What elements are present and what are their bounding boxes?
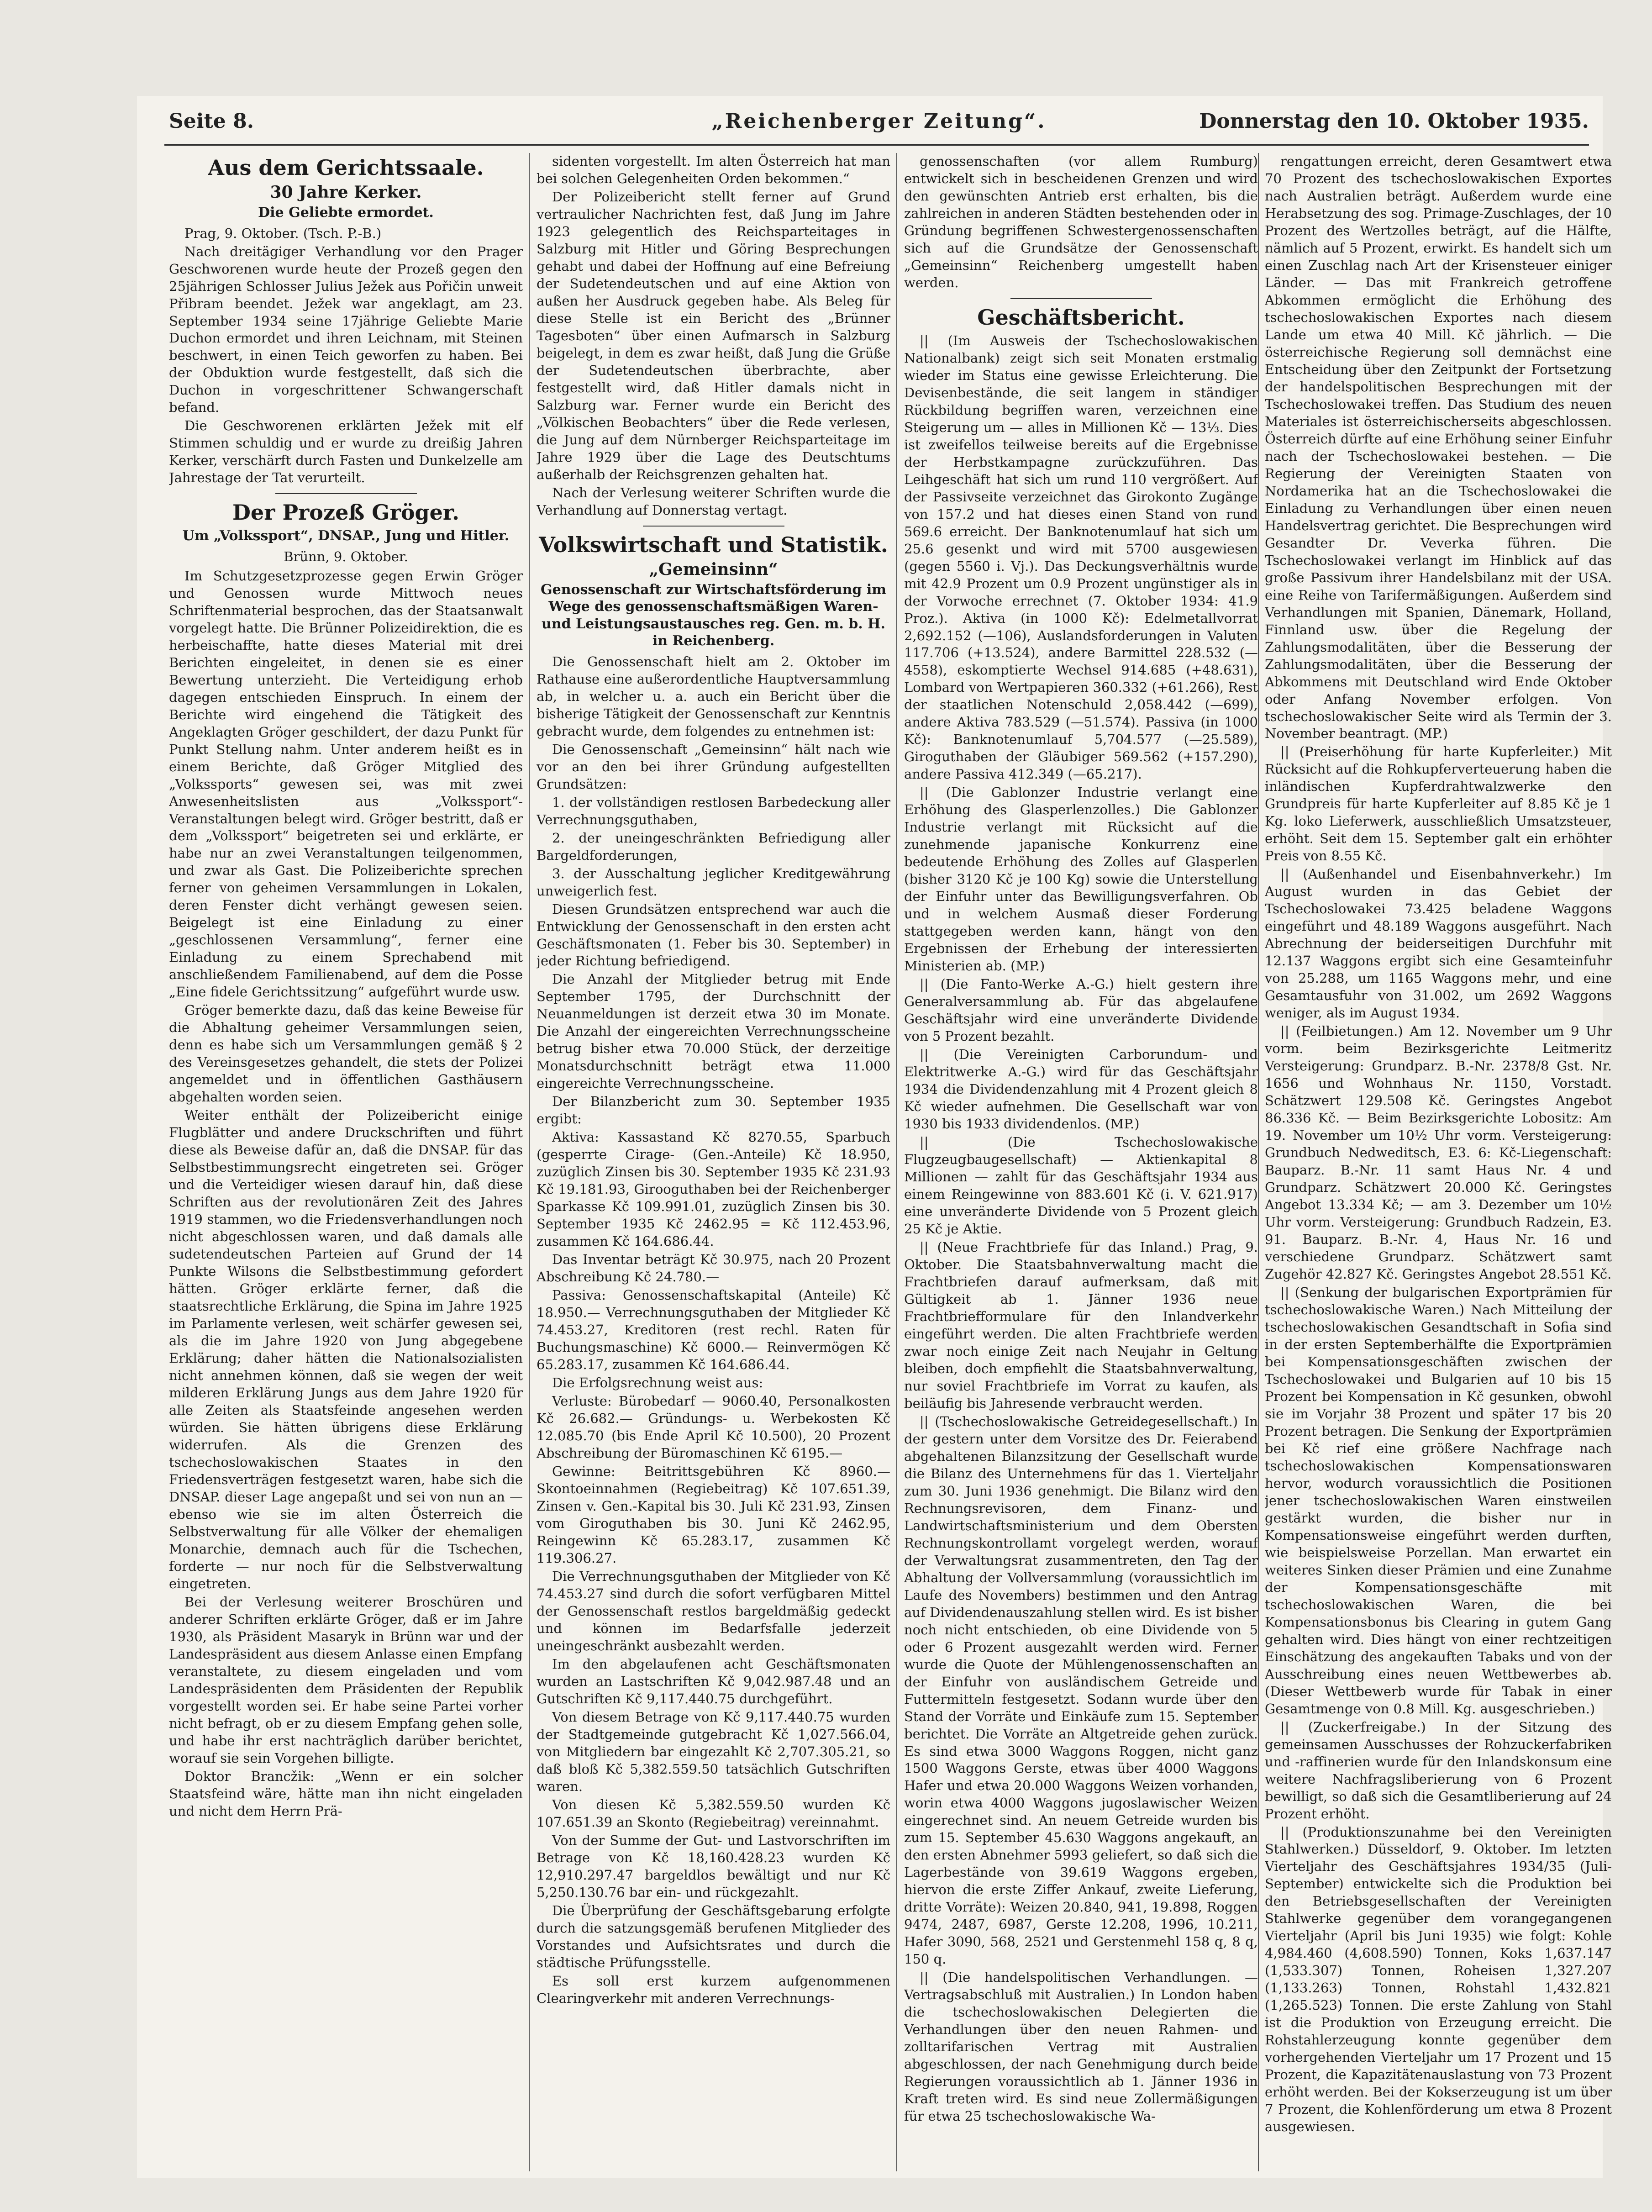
news-item: || (Im Ausweis der Tschechoslowakischen Nationalbank) zeigt sich seit Monaten erstmalig wieder im Status eine gewisse Erleichterung. Die Devisenbestände, die seit langem in ständiger Rückbildung begriffen waren, verzeichnen eine Steigerung um — alles in Millionen Kč — 13⅓. Dies ist zweifellos teilweise bereits auf die Ergebnisse der Herbstkampagne zurückzuführen. Das Leihgeschäft hat sich um rund 110 vergrößert. Auf der Passivseite verzeichnet das Girokonto Zugänge von 157.2 und hat dieses einen Stand von rund 569.6 erreicht. Der Banknotenumlauf hat sich um 25.6 gesenkt und wird mit 5700 ausgewiesen (gegen 5560 i. Vj.). Das Deckungsverhältnis wurde mit 42.9 Prozent um 0.9 Prozent ungünstiger als in der Vorwoche errechnet (7. Oktober 1934: 41.9 Proz.). Aktiva (in 1000 Kč): Edelmetallvorrat 2,692.152 (—106), Auslandsforderungen in Valuten 117.706 (+13.524), andere Barmittel 228.532 (—4558), eskomptierte Wechsel 914.685 (+48.631), Lombard von Wertpapieren 360.332 (+61.266), Rest der staatlichen Notenschuld 2,058.442 (—699), andere Aktiva 783.529 (—51.574). Passiva (in 1000 Kč): Banknotenumlauf 5,704.577 (—25.589), Giroguthaben der Gläubiger 569.562 (+157.290), andere Passiva 412.349 (—65.217). (904, 332, 1258, 782)
article-paragraph: Die Verrechnungsguthaben der Mitglieder von Kč 74.453.27 sind durch die sofort verfügbaren Mittel der Genossenschaft restlos bargeldmäßig gedeckt und können im Bedarfsfalle jederzeit uneingeschränkt ausbezahlt werden. (537, 1568, 890, 1654)
article-subtitle: Um „Volkssport“, DNSAP., Jung und Hitler. (182, 528, 510, 544)
dateline: Prag, 9. Oktober. (Tsch. P.-B.) (184, 225, 382, 241)
article-title: Der Prozeß Gröger. (232, 500, 459, 525)
issue-date: Donnerstag den 10. Oktober 1935. (1199, 110, 1589, 133)
news-item: || (Tschechoslowakische Getreidegesellschaft.) In der gestern unter dem Vorsitze des Dr. Feierabend abgehaltenen Bilanzsitzung der Gesellschaft wurde die Bilanz des Unternehmens für das 1. Vierteljahr zum 30. Juni 1936 genehmigt. Die Bilanz wird den Rechnungsrevisoren, dem Finanz- und Landwirtschaftsministerium und dem Obersten Rechnungskontrollamt vorgelegt werden, worauf der Verwaltungsrat zusammentreten, den Tag der Abhaltung der Vollversammlung (voraussichtlich im Laufe des Novembers) bestimmen und den Antrag auf Dividendenauszahlung stellen wird. Es ist bisher noch nicht entschieden, ob eine Dividende von 5 oder 6 Prozent ausgezahlt werden wird. Ferner wurde die Quote der Mühlengenossenschaften an der Einfuhr von ausländischem Getreide und Futtermitteln festgesetzt. Sodann wurde über den Stand der Vorräte und Einkäufe zum 15. September berichtet. Die Vorräte an Altgetreide gehen zurück. Es sind etwa 3000 Waggons Roggen, nicht ganz 1500 Waggons Gerste, etwas über 4000 Waggons Hafer und etwa 20.000 Waggons Weizen vorhanden, worin etwa 4000 Waggons jugoslawischer Weizen eingerechnet sind. An neuem Getreide wurden bis zum 15. September 45.630 Waggons angekauft, an den ersten Abnehmer 5993 geliefert, so daß sich die Lagerbestände von 39.619 Waggons ergeben, hiervon die erste Ziffer Ankauf, zweite Lieferung, dritte Vorräte): Weizen 20.840, 941, 19.898, Roggen 9474, 2487, 6987, Gerste 12.208, 1996, 10.211, Hafer 3090, 568, 2521 und Gerstenmehl 158 q, 8 q, 150 q. (904, 1413, 1258, 1967)
news-item: || (Die Fanto-Werke A.-G.) hielt gestern ihre Generalversammlung ab. Für das abgelaufene Geschäftsjahr wird eine unveränderte Dividende von 5 Prozent bezahlt. (904, 976, 1258, 1044)
column-1 (169, 153, 523, 2162)
article-paragraph: 1. der vollständigen restlosen Barbedeckung aller Verrechnungsguthaben, (537, 794, 890, 827)
news-item: || (Senkung der bulgarischen Exportprämien für tschechoslowakische Waren.) Nach Mitteilung der tschechoslowakischen Gesandtschaft in Sofia sind in der ersten Septemberhälfte die Exportprämien bei Kompensationsgeschäften zwischen der Tschechoslowakei und Bulgarien auf 10 bis 15 Prozent bei Kompensation in Kč gesunken, obwohl sie im Vorjahr 38 Prozent und später 17 bis 20 Prozent betragen. Die Senkung der Exportprämien bei Kč rief eine größere Nachfrage nach tschechoslowakischen Kompensationswaren hervor, wodurch voraussichtlich die Positionen jener tschechoslowakischen Waren einstweilen gestärkt wurden, die bisher nur in Kompensationsweise eingeführt werden durften, wie beispielsweise Porzellan. Man erwartet ein weiteres Sinken dieser Prämien und eine Zunahme der Kompensationsgeschäfte mit tschechoslowakischen Waren, die bei Kompensationsbonus bis Clearing in gutem Gang gehalten wird. Dies hängt von einer rechtzeitigen Einschätzung des angekauften Tabaks und von der Ausschreibung eines neuen Wettbewerbes ab. (Dieser Wettbewerb wurde für Tabak in einer Gesamtmenge von 0.8 Mill. Kg. ausgeschrieben.) (1265, 1284, 1612, 1717)
article-paragraph: Doktor Brancžik: „Wenn er ein solcher Staatsfeind wäre, hätte man ihn nicht eingeladen und nicht dem Herrn Prä- (169, 1768, 523, 1819)
news-item: || (Die Tschechoslowakische Flugzeugbaugesellschaft) — Aktienkapital 8 Millionen — zahlt für das Geschäftsjahr 1934 aus einem Reingewinne von 883.601 Kč (i. V. 621.917) eine unveränderte Dividende von 5 Prozent gleich 25 Kč je Aktie. (904, 1134, 1258, 1237)
article-paragraph: Im Schutzgesetzprozesse gegen Erwin Gröger und Genossen wurde Mittwoch neues Schriftenmaterial besprochen, das der Staatsanwalt vorgelegt hatte. Die Brünner Polizeidirektion, die es herbeischaffte, hatte dieses Material mit drei Berichten eingeleitet, in denen sie es einer Bewertung unterzieht. Die Verteidigung erhob dagegen entschieden Einspruch. In einem der Berichte wird eingehend die Tätigkeit des Angeklagten Gröger geschildert, der dazu Punkt für Punkt Stellung nahm. Unter anderem heißt es in einem Berichte, daß Gröger Mitglied des „Volkssports“ gewesen sei, was mit zwei Anwesenheitslisten aus „Volkssport“-Veranstaltungen belegt wird. Gröger bestritt, daß er dem „Volkssport“ beigetreten sei und erklärte, er habe nur an zwei Veranstaltungen teilgenommen, und zwar als Gast. Die Polizeiberichte sprechen ferner von geheimen Versammlungen in Lokalen, deren Fenster dicht verhängt gewesen seien. Beigelegt ist eine Einladung zu einer „geschlossenen Versammlung“, ferner eine Einladung zu einem Sprechabend mit anschließendem Familienabend, auf dem die Posse „Eine fidele Gerichtssitzung“ aufgeführt wurde usw. (169, 568, 523, 1000)
column-4 (1265, 153, 1612, 2162)
separator-rule (643, 526, 784, 527)
article-paragraph: Die Geschworenen erklärten Ježek mit elf Stimmen schuldig und er wurde zu dreißig Jahren Kerker, verschärft durch Fasten und Dunkelzelle am Jahrestage der Tat verurteilt. (169, 418, 523, 486)
article-paragraph: Die Erfolgsrechnung weist aus: (552, 1375, 763, 1391)
column-3 (904, 153, 1258, 2162)
article-title: „Gemeinsinn“ (649, 559, 778, 579)
news-item: || (Außenhandel und Eisenbahnverkehr.) Im August wurden in das Gebiet der Tschechoslowakei 73.425 beladene Waggons eingeführt und 48.189 Waggons ausgeführt. Nach Abrechnung der beiderseitigen Durchfuhr mit 12.137 Waggons ergibt sich eine Gesamteinfuhr von 25.288, um 1165 Waggons mehr, und eine Gesamtausfuhr von 31.002, um 2692 Waggons weniger, als im August 1934. (1265, 866, 1612, 1021)
article-paragraph: Passiva: Genossenschaftskapital (Anteile) Kč 18.950.— Verrechnungsguthaben der Mitglieder Kč 74.453.27, Kreditoren (rest rechl. Raten für Buchungsmaschine) Kč 6000.— Reinvermögen Kč 65.283.17, zusammen Kč 164.686.44. (537, 1287, 890, 1373)
article-paragraph: Der Polizeibericht stellt ferner auf Grund vertraulicher Nachrichten fest, daß Jung im Jahre 1923 gelegentlich des Reichsparteitages in Salzburg mit Hitler und Göring Besprechungen gehabt und dabei der Hoffnung auf eine Befreiung der Sudetendeutschen und auf eine Aktion von außen her Ausdruck gegeben habe. Als Beleg für diese Stelle ist ein Bericht des „Brünner Tagesboten“ über einen Aufmarsch in Salzburg beigelegt, in dem es zwar heißt, daß Jung die Grüße der Sudetendeutschen überbrachte, aber festgestellt wird, daß Hitler damals nicht in Salzburg war. Ferner wurde ein Bericht des „Völkischen Beobachters“ über die Rede verlesen, die Jung auf dem Nürnberger Reichsparteitage im Jahre 1929 über die Lage des Deutschtums außerhalb der Reichsgrenzen gehalten hat. (537, 189, 890, 482)
article-paragraph: Die Anzahl der Mitglieder betrug mit Ende September 1795, der Durchschnitt der Neuanmeldungen ist derzeit etwa 30 im Monate. Die Anzahl der eingereichten Verrechnungsscheine betrug bisher etwa 70.000 Stück, der derzeitige Monatsdurchschnitt beträgt etwa 11.000 eingereichte Verrechnungsscheine. (537, 971, 890, 1091)
section-title: Volkswirtschaft und Statistik. (539, 532, 888, 557)
article-paragraph: Weiter enthält der Polizeibericht einige Flugblätter und andere Druckschriften und führt diese als Beweise dafür an, daß die DNSAP. für das Selbstbestimmungsrecht eingetreten sei. Gröger und die Verteidiger wiesen darauf hin, daß diese Schriften aus der revolutionären Zeit des Jahres 1919 stammen, wo die Friedensverhandlungen noch nicht abgeschlossen waren, und daß damals alle sudetendeutschen Parteien auf Grund der 14 Punkte Wilsons die Selbstbestimmung gefordert hätten. Gröger erklärte ferner, daß die staatsrechtliche Erklärung, die Spina im Jahre 1925 im Parlamente verlesen, weit schärfer gewesen sei, als die im Jahre 1920 von Jung abgegebene Erklärung; daher hätten die Nationalsozialisten nicht annehmen können, daß sie wegen der weit milderen Erklärung Jungs aus dem Jahre 1920 für alle Zeiten als Staatsfeinde angesehen werden würden. Sie hätten übrigens diese Erklärung widerrufen. Als die Grenzen des tschechoslowakischen Staates in den Friedensverträgen festgesetzt waren, habe sich die DNSAP. dieser Lage angepaßt und sei von nun an — ebenso wie sie im alten Österreich die Selbstverwaltung für alle Völker der ehemaligen Monarchie, demnach auch für die Tschechen, forderte — nur noch für die Selbstverwaltung eingetreten. (169, 1107, 523, 1591)
news-item: || (Produktionszunahme bei den Vereinigten Stahlwerken.) Düsseldorf, 9. Oktober. Im letzten Vierteljahr des Geschäftsjahres 1934/35 (Juli-September) entwickelte sich die Produktion bei den Betriebsgesellschaften der Vereinigten Stahlwerke gegenüber dem vorangegangenen Vierteljahr (April bis Juni 1935) wie folgt: Kohle 4,984.460 (4,608.590) Tonnen, Koks 1,637.147 (1,533.307) Tonnen, Roheisen 1,327.207 (1,133.263) Tonnen, Rohstahl 1,432.821 (1,265.523) Tonnen. Die erste Zahlung von Stahl ist die Produktion von Erzeugung erreicht. Die Rohstahlerzeugung konnte gegenüber dem vorhergehenden Vierteljahr um 17 Prozent und 15 Prozent, die Kapazitätenauslastung von 73 Prozent erhöht werden. Bei der Kokserzeugung ist um über 7 Prozent, die Kohlenförderung um etwa 8 Prozent ausgewiesen. (1265, 1824, 1612, 2135)
article-paragraph: Die Überprüfung der Geschäftsgebarung erfolgte durch die satzungsgemäß berufenen Mitglieder des Vorstandes und Aufsichtsrates und durch die städtische Prüfungsstelle. (537, 1902, 890, 1970)
article-subtitle: Die Geliebte ermordet. (258, 205, 434, 221)
column-divider (896, 153, 897, 2171)
news-item: || (Zuckerfreigabe.) In der Sitzung des gemeinsamen Ausschusses der Rohzuckerfabriken und -raffinerien wurde für den Inlandskonsum eine weitere Nachfragsliberierung von 6 Prozent bewilligt, so daß sich die Gesamtliberierung auf 24 Prozent erhöht. (1265, 1719, 1612, 1822)
article-paragraph: 3. der Ausschaltung jeglicher Kreditgewährung unweigerlich fest. (537, 865, 890, 899)
news-item: || (Die Gablonzer Industrie verlangt eine Erhöhung des Glasperlenzolles.) Die Gablonzer Industrie verlangt mit Rücksicht auf die zunehmende japanische Konkurrenz eine bedeutende Erhöhung des Zolles auf Glasperlen (bisher 3120 Kč je 100 Kg) sowie die Unterstellung der Einfuhr unter das Bewilligungsverfahren. Ob und in welchem Ausmaß dieser Forderung stattgegeben werden kann, hängt von den Ergebnissen der Erhebung der interessierten Ministerien ab. (MP.) (904, 785, 1258, 974)
column-2 (537, 153, 890, 2162)
article-paragraph: Gewinne: Beitrittsgebühren Kč 8960.— Skontoeinnahmen (Regiebeitrag) Kč 107.651.39, Zinsen v. Gen.-Kapital bis 30. Juli Kč 231.93, Zinsen vom Giroguthaben bis 30. Juni Kč 2462.95, Reingewinn Kč 65.283.17, zusammen Kč 119.306.27. (537, 1464, 890, 1566)
newspaper-page (137, 96, 1612, 2178)
article-lead: Genossenschaft zur Wirtschaftsförderung im Wege des genossenschaftsmäßigen Waren- und Leistungsaustausches reg. Gen. m. b. H. in Reichenberg. (541, 581, 886, 649)
article-paragraph: sidenten vorgestellt. Im alten Österreich hat man bei solchen Gelegenheiten Orden bekommen.“ (537, 153, 890, 186)
column-divider (529, 153, 530, 2171)
article-paragraph: Von der Summe der Gut- und Lastvorschriften im Betrage von Kč 18,160.428.23 wurden Kč 12,910.297.47 bargeldlos bewältigt und nur Kč 5,250.130.76 bar ein- und rückgezahlt. (537, 1832, 890, 1900)
news-item: || (Die handelspolitischen Verhandlungen. — Vertragsabschluß mit Australien.) In London haben die tschechoslowakischen Delegierten die Verhandlungen über den neuen Rahmen- und zolltarifarischen Vertrag mit Australien abgeschlossen, der nach Genehmigung durch beide Regierungen voraussichtlich ab 1. Jänner 1936 in Kraft treten wird. Es sind neue Zollermäßigungen für etwa 25 tschechoslowakische Wa- (904, 1970, 1258, 2124)
header-rule (164, 144, 1589, 146)
article-paragraph: Das Inventar beträgt Kč 30.975, nach 20 Prozent Abschreibung Kč 24.780.— (537, 1252, 890, 1285)
article-paragraph: Verluste: Bürobedarf — 9060.40, Personalkosten Kč 26.682.— Gründungs- u. Werbekosten Kč 12.085.70 (bis Ende April Kč 10.500), 20 Prozent Abschreibung der Büromaschinen Kč 6195.— (537, 1393, 890, 1461)
article-paragraph: Aktiva: Kassastand Kč 8270.55, Sparbuch (gesperrte Cirage- (Gen.-Anteile) Kč 18.950, zuzüglich Zinsen bis 30. September 1935 Kč 231.93 Kč 19.181.93, Girooguthaben bei der Reichenberger Sparkasse Kč 109.991.01, zuzüglich Zinsen bis 30. September 1935 Kč 2462.95 = Kč 112.453.96, zusammen Kč 164.686.44. (537, 1129, 890, 1249)
article-paragraph: Im den abgelaufenen acht Geschäftsmonaten wurden an Lastschriften Kč 9,042.987.48 und an Gutschriften Kč 9,117.440.75 durchgeführt. (537, 1656, 890, 1706)
article-paragraph: Nach dreitägiger Verhandlung vor den Prager Geschworenen wurde heute der Prozeß gegen den 25jährigen Schlosser Julius Ježek aus Pořičin unweit Přibram beendet. Ježek war angeklagt, am 23. September 1934 seine 17jährige Geliebte Marie Duchon ermordet und ihren Leichnam, mit Steinen beschwert, in einen Teich geworfen zu haben. Bei der Obduktion wurde festgestellt, daß sich die Duchon in vorgeschrittener Schwangerschaft befand. (169, 243, 523, 416)
dateline: Brünn, 9. Oktober. (284, 548, 408, 564)
column-divider (1258, 153, 1259, 2171)
article-paragraph: Es soll erst kurzem aufgenommenen Clearingverkehr mit anderen Verrechnungs- (537, 1973, 890, 2006)
article-paragraph: Nach der Verlesung weiterer Schriften wurde die Verhandlung auf Donnerstag vertagt. (537, 485, 890, 518)
section-title: Geschäftsbericht. (977, 305, 1185, 330)
section-title: Aus dem Gerichtssaale. (208, 155, 484, 180)
article-paragraph: 2. der uneingeschränkten Befriedigung aller Bargeldforderungen, (537, 830, 890, 863)
news-item: || (Die Vereinigten Carborundum- und Elektritwerke A.-G.) wird für das Geschäftsjahr 1934 die Dividendenzahlung mit 4 Prozent gleich 8 Kč wieder aufnehmen. Die Gesellschaft war von 1930 bis 1933 dividendenlos. (MP.) (904, 1047, 1258, 1132)
news-item: || (Feilbietungen.) Am 12. November um 9 Uhr vorm. beim Bezirksgerichte Leitmeritz Versteigerung: Grundparz. B.-Nr. 2378/8 Gst. Nr. 1656 und Wohnhaus Nr. 1150, Vorstadt. Schätzwert 129.508 Kč. Geringstes Angebot 86.336 Kč. — Beim Bezirksgerichte Lobositz: Am 19. November um 10½ Uhr vorm. Versteigerung: Grundbuch Nedweditsch, E3. 6: Kč-Liegenschaft: Bauparz. B.-Nr. 11 samt Haus Nr. 4 und Grundparz. Schätzwert 20.000 Kč. Geringstes Angebot 13.334 Kč; — am 3. Dezember um 10½ Uhr vorm. Versteigerung: Grundbuch Radzein, E3. 91. Bauparz. B.-Nr. 4, Haus Nr. 16 und verschiedene Grundparz. Schätzwert samt Zugehör 42.827 Kč. Geringstes Angebot 28.551 Kč. (1265, 1023, 1612, 1282)
news-item: rengattungen erreicht, deren Gesamtwert etwa 70 Prozent des tschechoslowakischen Exportes nach Australien beträgt. Außerdem wurde eine Herabsetzung des sog. Primage-Zuschlages, der 10 Prozent des Wertzolles beträgt, auf die Hälfte, nämlich auf 5 Prozent, erwirkt. Es handelt sich um einen Zuschlag nach Art der Krisensteuer einiger Länder. — Das mit Frankreich getroffene Abkommen ermöglicht die Erhöhung des tschechoslowakischen Exportes nach diesem Lande um etwa 40 Mill. Kč jährlich. — Die österreichische Regierung soll demnächst eine Entscheidung über den Zeitpunkt der Fortsetzung der handelspolitischen Besprechungen mit der Tschechoslowakei treffen. Das Studium des neuen Materiales ist österreichischerseits abgeschlossen. Österreich dürfte auf eine Erhöhung seiner Einfuhr nach der Tschechoslowakei bestehen. — Die Regierung der Vereinigten Staaten von Nordamerika hat an die Tschechoslowakei die Einladung zu Verhandlungen über einen neuen Handelsvertrag gerichtet. Die Besprechungen wird Gesandter Dr. Veverka führen. Die Tschechoslowakei verlangt im Hinblick auf das große Passivum ihrer Handelsbilanz mit der USA. eine Reihe von Tarifermäßigungen. Außerdem sind Verhandlungen mit Spanien, Dänemark, Holland, Finnland usw. über die Regelung der Zahlungsmodalitäten, über die Besserung der Zahlungsmodalitäten, über die Besserung der Abkommens mit Deutschland wird Ende Oktober oder Anfang November erfolgen. Von tschechoslowakischer Seite wird als Termin der 3. November beantragt. (MP.) (1265, 153, 1612, 742)
article-paragraph: Bei der Verlesung weiterer Broschüren und anderer Schriften erklärte Gröger, daß er im Jahre 1930, als Präsident Masaryk in Brünn war und der Landespräsident aus diesem Anlasse einen Empfang veranstaltete, zu diesem eingeladen und vom Landespräsidenten dem Präsidenten der Republik vorgestellt worden sei. Er habe seine Partei vorher nicht befragt, ob er zu diesem Empfang gehen solle, und habe ihr erst nachträglich darüber berichtet, worauf sie sein Vorgehen billigte. (169, 1594, 523, 1766)
article-paragraph: Gröger bemerkte dazu, daß das keine Beweise für die Abhaltung geheimer Versammlungen seien, denn es habe sich um Versammlungen gemäß § 2 des Vereinsgesetzes gehandelt, die stets der Polizei angemeldet und in öffentlichen Gasthäusern abgehalten worden seien. (169, 1002, 523, 1105)
page-header (169, 110, 1589, 142)
separator-rule (275, 493, 417, 494)
article-paragraph: Die Genossenschaft „Gemeinsinn“ hält nach wie vor an den bei ihrer Gründung aufgestellten Grundsätzen: (537, 741, 890, 792)
article-paragraph: Die Genossenschaft hielt am 2. Oktober im Rathause eine außerordentliche Hauptversammlung ab, in welcher u. a. auch ein Bericht über die bisherige Tätigkeit der Genossenschaft zur Kenntnis gebracht wurde, dem folgendes zu entnehmen ist: (537, 653, 890, 739)
news-item: || (Neue Frachtbriefe für das Inland.) Prag, 9. Oktober. Die Staatsbahnverwaltung macht die Frachtbriefen darauf aufmerksam, daß mit Gültigkeit ab 1. Jänner 1936 neue Frachtbriefformulare für den Inlandverkehr eingeführt werden. Die alten Frachtbriefe werden zwar noch einige Zeit nach Neujahr in Geltung bleiben, doch empfiehlt die Staatsbahnverwaltung, nur soviel Frachtbriefe im Vorrat zu kaufen, als beiläufig bis Jahresende verbraucht werden. (904, 1239, 1258, 1411)
article-paragraph: Der Bilanzbericht zum 30. September 1935 ergibt: (537, 1094, 890, 1127)
masthead: „Reichenberger Zeitung“. (711, 110, 1047, 133)
article-title: 30 Jahre Kerker. (270, 182, 422, 202)
article-paragraph: genossenschaften (vor allem Rumburg) entwickelt sich in bescheidenen Grenzen und wird den gewünschten Antrieb erst erhalten, bis die zahlreichen in anderen Städten bestehenden oder in Gründung begriffenen Schwestergenossenschaften sich auf die Grundsätze der Genossenschaft „Gemeinsinn“ Reichenberg umgestellt haben werden. (904, 153, 1258, 290)
article-paragraph: Von diesem Betrage von Kč 9,117.440.75 wurden der Stadtgemeinde gutgebracht Kč 1,027.566.04, von Mitgliedern bar eingezahlt Kč 2,707.305.21, so daß bloß Kč 5,382.559.50 tatsächlich Gutschriften waren. (537, 1709, 890, 1794)
article-paragraph: Von diesen Kč 5,382.559.50 wurden Kč 107.651.39 an Skonto (Regiebeitrag) vereinnahmt. (537, 1796, 890, 1830)
separator-rule (1010, 298, 1152, 299)
article-paragraph: Diesen Grundsätzen entsprechend war auch die Entwicklung der Genossenschaft in den ersten acht Geschäftsmonaten (1. Feber bis 30. September) in jeder Richtung befriedigend. (537, 901, 890, 969)
news-item: || (Preiserhöhung für harte Kupferleiter.) Mit Rücksicht auf die Rohkupferverteuerung haben die inländischen Kupferdrahtwalzwerke den Grundpreis für harte Kupferleiter auf 8.85 Kč je 1 Kg. loko Lieferwerk, ausschließlich Umsatzsteuer, erhöht. Seit dem 15. September galt ein erhöhter Preis von 8.55 Kč. (1265, 744, 1612, 864)
page-number: Seite 8. (169, 110, 254, 133)
